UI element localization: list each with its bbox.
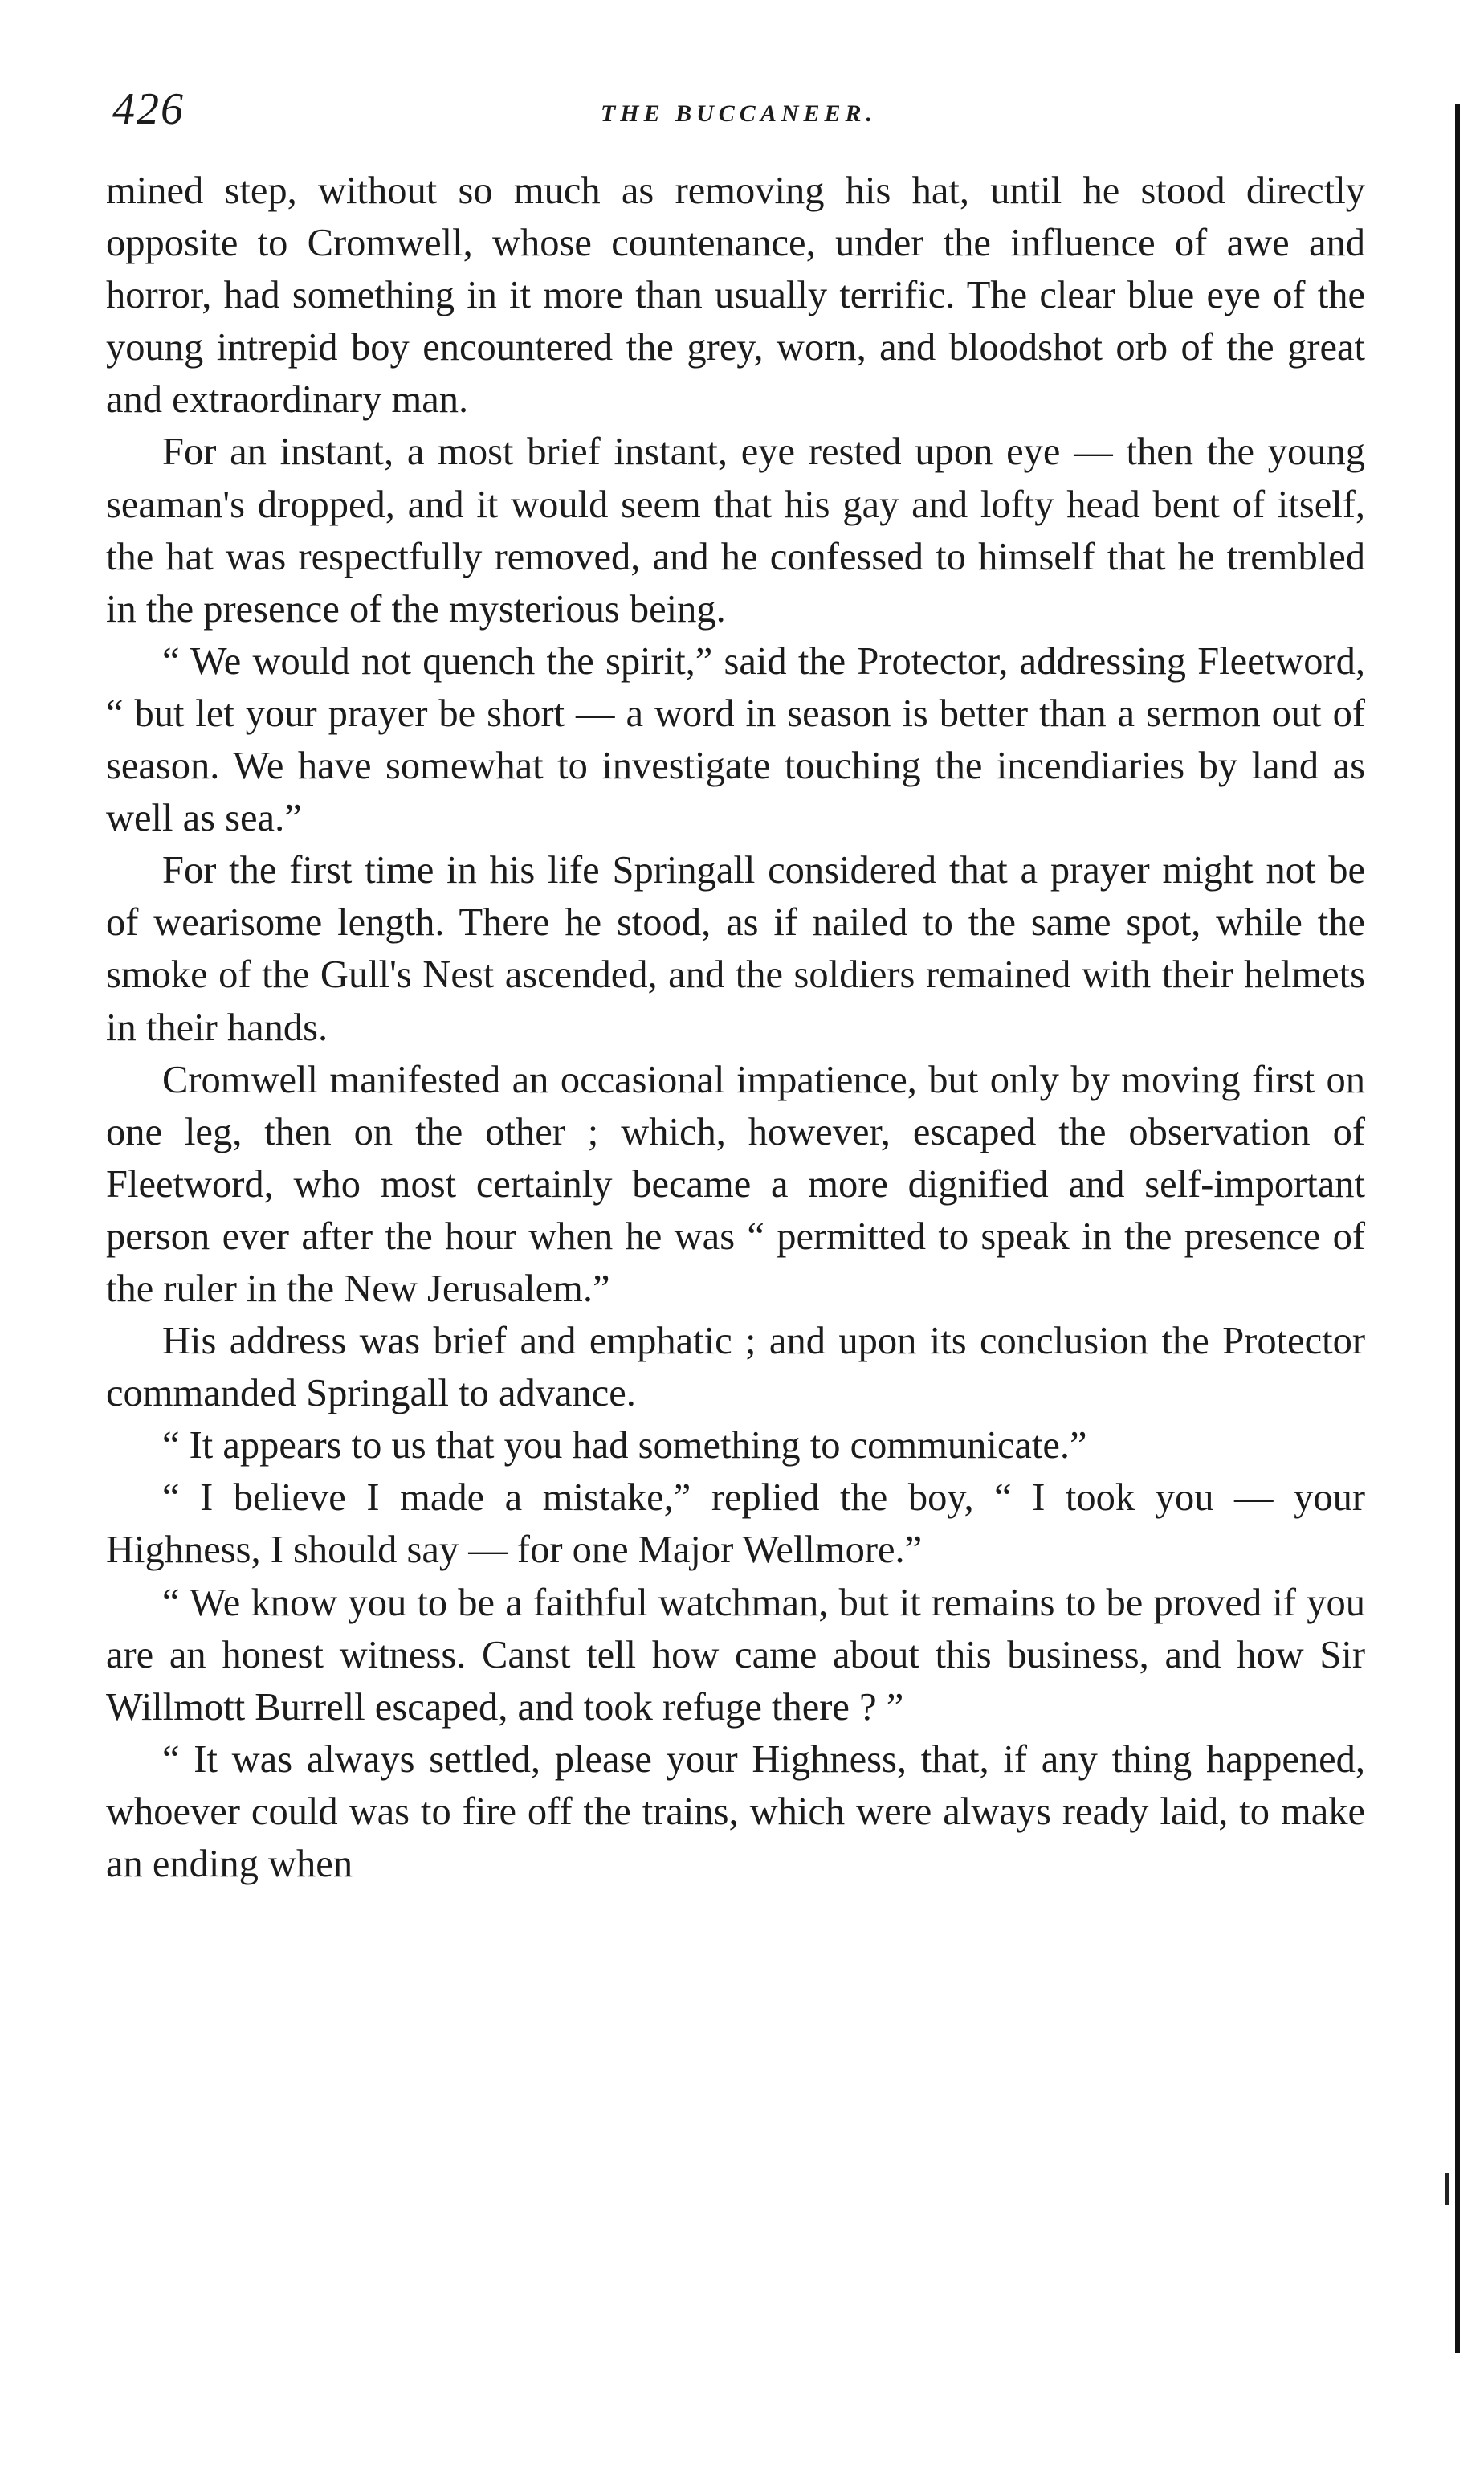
page-header: [112, 77, 1365, 141]
paragraph-7: “ It appears to us that you had something to communicate.”: [162, 1424, 1087, 1468]
page-edge-mark: [1445, 2173, 1449, 2205]
paragraph-6: His address was brief and emphatic ; and upon its conclusion the Protector commanded Springall to advance.: [106, 1320, 1365, 1415]
paragraph-3: “ We would not quench the spirit,” said the Protector, addressing Fleetword, “ but let your prayer be short — a word in season is better than a sermon out of season. We have somewhat to investigate touching the incendiaries by land as well as sea.”: [106, 639, 1365, 840]
paragraph-1: mined step, without so much as removing his hat, until he stood directly opposite to Cromwell, whose countenance, under the influence of awe and horror, had something in it more than usually terrific. The clear blue eye of the young intrepid boy encountered the grey, worn, and bloodshot orb of the great and extraordinary man.: [106, 169, 1365, 422]
page-edge-rule: [1455, 104, 1460, 2353]
paragraph-9: “ We know you to be a faithful watchman, but it remains to be proved if you are an honest witness. Canst tell how came about this business, and how Sir Willmott Burrell escaped, and took refuge there ? ”: [106, 1581, 1365, 1729]
page-number: 426: [112, 84, 185, 134]
paragraph-2: For an instant, a most brief instant, eye rested upon eye — then the young seaman's dropped, and it would seem that his gay and lofty head bent of itself, the hat was respectfully removed, and he confessed to himself that he trembled in the presence of the mysterious being.: [106, 431, 1365, 631]
body-text: [106, 165, 1365, 1890]
paragraph-8: “ I believe I made a mistake,” replied the boy, “ I took you — your Highness, I should say — for one Major Wellmore.”: [106, 1476, 1365, 1572]
paragraph-4: For the first time in his life Springall considered that a prayer might not be of wearisome length. There he stood, as if nailed to the same spot, while the smoke of the Gull's Nest ascended, and the soldiers remained with their helmets in their hands.: [106, 849, 1365, 1049]
paragraph-10: “ It was always settled, please your Highness, that, if any thing happened, whoever could was to fire off the trains, which were always ready laid, to make an ending when: [106, 1737, 1365, 1885]
running-title: THE BUCCANEER.: [600, 100, 878, 127]
paragraph-5: Cromwell manifested an occasional impatience, but only by moving first on one leg, then on the other ; which, however, escaped the observation of Fleetword, who most certainly became a more dignified and self-important person ever after the hour when he was “ permitted to speak in the presence of the ruler in the New Jerusalem.”: [106, 1058, 1365, 1310]
